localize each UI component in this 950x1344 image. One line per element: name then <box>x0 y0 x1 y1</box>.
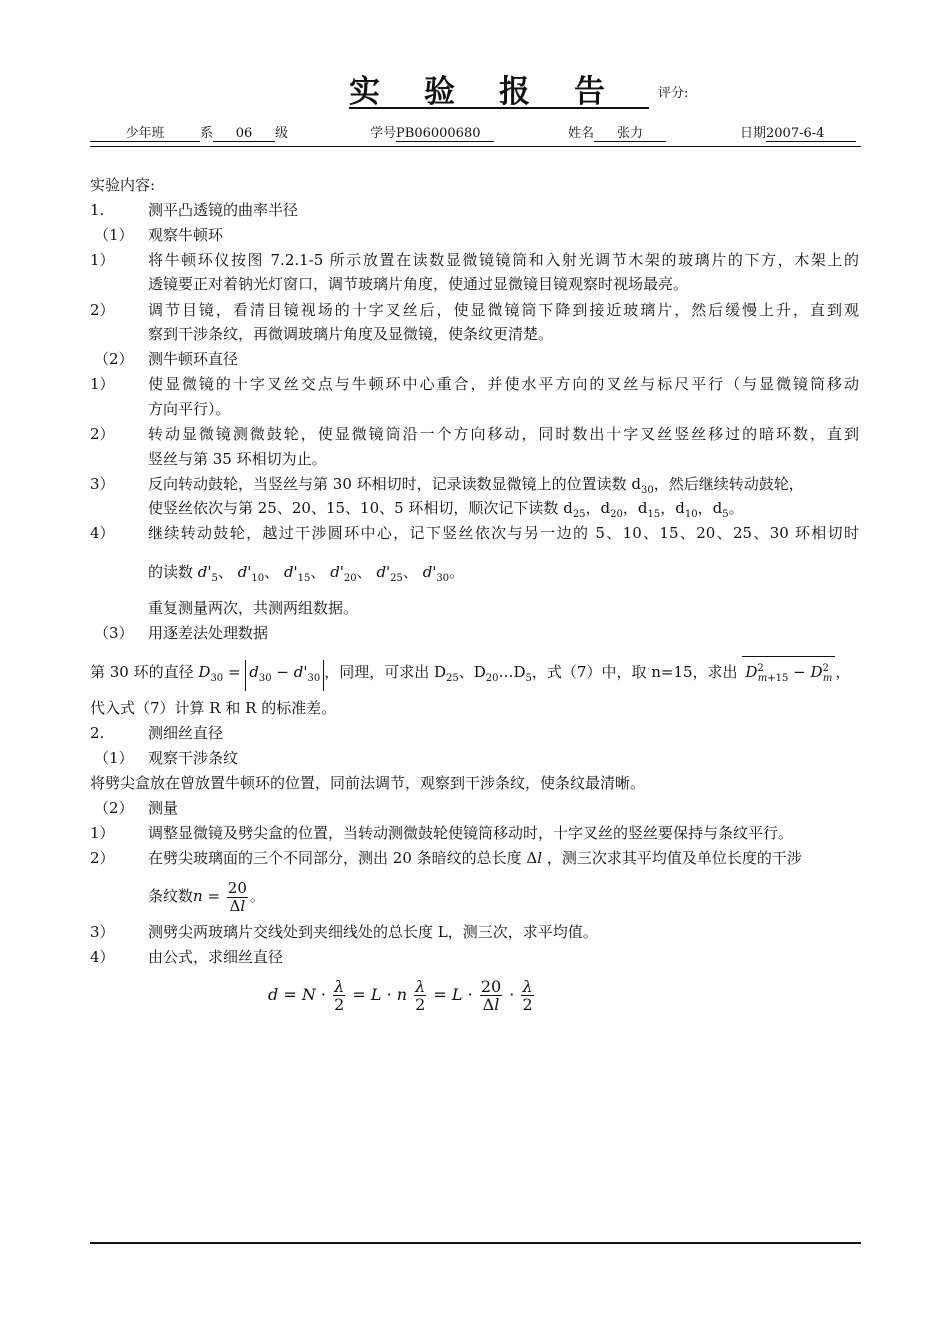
id-label: 学号 <box>370 126 397 141</box>
s1-1-item1-line2: 透镜要正对着钠光灯窗口，调节玻璃片角度，使通过显微镜目镜观察时视场最亮。 <box>148 275 689 293</box>
dprime-sub: 15 <box>297 573 311 584</box>
d-sub: 5 <box>722 509 729 520</box>
s1-1-item1-line1: 将牛顿环仪按图 7.2.1-5 所示放置在读数显微镜镜筒和入射光调节木架的玻璃片的下方，木架上的 <box>148 251 859 269</box>
d30-subscript: 30 <box>641 485 654 496</box>
s1-1-title: 观察牛顿环 <box>148 226 224 244</box>
repeat-note: 重复测量两次，共测两组数据。 <box>148 599 359 617</box>
dept-label: 系 <box>200 126 214 141</box>
s2-2-item3: 测劈尖两玻璃片交线处到夹细线处的总长度 L，测三次，求平均值。 <box>148 923 598 941</box>
name-label: 姓名 <box>568 126 595 141</box>
abs-difference: $d_{30} - d'_{30}$ <box>245 660 324 691</box>
s1-2-item3-line1-a: 反向转动鼓轮，当竖丝与第 30 环相切时，记录读数显微镜上的位置读数 d <box>148 475 641 493</box>
s2-1-title: 观察干涉条纹 <box>148 749 239 767</box>
diameter-text-b: ，同理，可求出 D <box>324 663 446 681</box>
s1-2-item3-line1-c: ，然后继续转动鼓轮， <box>653 475 804 493</box>
s1-2-item3-line2: 使竖丝依次与第 25、20、15、10、5 环相切，顺次记下读数 $d_{25}$，$d_{20}$，$d_{15}$，$d_{10}$，$d_5$。 <box>148 499 744 520</box>
lambda-over-2: $\frac{\lambda}{2}$ <box>522 977 533 1014</box>
s2-2-number: （2） <box>94 799 134 817</box>
id-value: PB06000680 <box>396 126 494 142</box>
s2-2-item4: 由公式，求细丝直径 <box>148 948 284 966</box>
s1-2-number: （2） <box>94 350 134 368</box>
s2-2-item4-number: 4） <box>90 948 115 966</box>
dept-value: 06 <box>213 126 275 142</box>
s1-title: 测平凸透镜的曲率半径 <box>148 201 299 219</box>
footer-rule <box>90 1242 861 1244</box>
d-sub: 15 <box>647 509 661 520</box>
s1-1-item2-number: 2） <box>90 301 115 319</box>
s1-2-item3-line2-a: 使竖丝依次与第 25、20、15、10、5 环相切，顺次记下读数 d <box>148 499 573 517</box>
s1-1-number: （1） <box>94 226 134 244</box>
student-id-field <box>370 122 494 142</box>
name-field <box>568 122 666 142</box>
dprime-sub: 20 <box>343 573 357 584</box>
wire-diameter-formula: d = N · $\frac{\lambda}{2}$ = L · n $\frac{\lambda}{2}$ = L · $\frac{20}{\Delta l}$ · $\frac{\lambda}{2}$ <box>268 977 533 1014</box>
s1-2-item4-line2: 的读数 $d'_5$、 $d'_{10}$、 $d'_{15}$、 $d'_{20}$、 $d'_{25}$、 $d'_{30}$。 <box>148 563 465 584</box>
s1-3-number: （3） <box>94 624 134 642</box>
s1-number: 1. <box>90 201 105 219</box>
date-value: 2007-6-4 <box>766 126 856 142</box>
s1-2-item2-line2: 竖丝与第 35 环相切为止。 <box>148 450 327 468</box>
s1-2-item1-number: 1） <box>90 375 115 393</box>
date-field <box>740 122 856 142</box>
diameter-text-d: …D <box>498 663 526 681</box>
s1-2-item1-line1: 使显微镜的十字叉丝交点与牛顿环中心重合，并使水平方向的叉丝与标尺平行（与显微镜筒移动 <box>148 375 859 393</box>
class-field <box>90 122 288 142</box>
section-heading: 实验内容: <box>90 176 156 194</box>
s2-2-title: 测量 <box>148 799 179 817</box>
substitute-line: 代入式（7）计算 R 和 R 的标准差。 <box>90 699 337 717</box>
s1-2-title: 测牛顿环直径 <box>148 350 239 368</box>
diameter-intro: 第 30 环的直径 <box>90 663 194 681</box>
s1-3-title: 用逐差法处理数据 <box>148 624 269 642</box>
s1-2-item4-number: 4） <box>90 524 115 542</box>
s1-2-item3-line1 <box>148 474 804 501</box>
diameter-text-e: ，式（7）中，取 n=15，求出 <box>531 663 738 681</box>
dprime-sub: 30 <box>436 573 450 584</box>
name-value: 张力 <box>594 126 666 142</box>
header-rule <box>90 146 861 147</box>
s2-2-item2-line1-a: 在劈尖玻璃面的三个不同部分，测出 20 条暗纹的总长度 <box>148 849 522 867</box>
s2-2-item1: 调整显微镜及劈尖盒的位置，当转动测微鼓轮使镜筒移动时，十字叉丝的竖丝要保持与条纹平行。 <box>148 824 794 842</box>
s2-2-item3-number: 3） <box>90 923 115 941</box>
s1-2-item3-number: 3） <box>90 475 115 493</box>
date-label: 日期 <box>740 126 767 141</box>
diameter-formula-line: 第 30 环的直径 $D_{30} = d_{30} - d'_{30}$ ，同理，可求出 $D_{25}$、$D_{20}\dots D_5$，式（7）中，取 n=15，求出 $D^2_{m+15} - D^2_m$ ， <box>90 656 850 693</box>
twenty-over-delta-l: $\frac{20}{\Delta l}$ <box>480 977 502 1014</box>
dprime-sub: 10 <box>251 573 265 584</box>
grade-label: 级 <box>275 126 289 141</box>
report-title: 实验报告 <box>349 74 649 110</box>
s1-1-item1-number: 1） <box>90 251 115 269</box>
d-sub: 10 <box>684 509 698 520</box>
d-sub: 20 <box>610 509 623 520</box>
s2-2-item2-line1-b: ，测三次求其平均值及单位长度的干涉 <box>546 849 802 867</box>
s2-2-item2-line2: 条纹数n = $\frac{20}{\Delta l}$ 。 <box>148 878 265 915</box>
s1-1-item2-line2: 察到干涉条纹，再微调玻璃片角度及显微镜，使条纹更清楚。 <box>148 325 554 343</box>
s2-title: 测细丝直径 <box>148 724 224 742</box>
s1-2-item2-number: 2） <box>90 425 115 443</box>
s1-2-item2-line1: 转动显微镜测微鼓轮，使显微镜筒沿一个方向移动，同时数出十字叉丝竖丝移过的暗环数，直到 <box>148 425 859 443</box>
dprime-sub: 5 <box>211 573 218 584</box>
class-name: 少年班 <box>90 126 200 142</box>
fringe-density-fraction: $\frac{20}{\Delta l}$ <box>227 878 247 915</box>
s2-1-number: （1） <box>94 749 134 767</box>
s2-number: 2. <box>90 724 105 742</box>
mean-squared-diff: $D^2_{m+15} - D^2_m$ <box>742 656 835 691</box>
s1-1-item2-line1: 调节目镜，看清目镜视场的十字叉丝后，使显微镜筒下降到接近玻璃片，然后缓慢上升，直到观 <box>148 301 859 319</box>
s1-2-item1-line2: 方向平行）。 <box>148 400 231 418</box>
diameter-text-c: 、D <box>458 663 486 681</box>
fringe-count-label: 条纹数 <box>148 887 194 905</box>
dprime-sub: 25 <box>390 573 403 584</box>
s2-2-item2-line1: 在劈尖玻璃面的三个不同部分，测出 20 条暗纹的总长度 Δl ，测三次求其平均值及单位长度的干涉 <box>148 849 802 867</box>
s2-2-item1-number: 1） <box>90 824 115 842</box>
lambda-over-2: $\frac{\lambda}{2}$ <box>415 977 426 1014</box>
s2-1-text: 将劈尖盒放在曾放置牛顿环的位置，同前法调节，观察到干涉条纹，使条纹最清晰。 <box>90 774 646 792</box>
score-label: 评分: <box>658 86 689 101</box>
d-sub: 25 <box>572 509 586 520</box>
s2-2-item2-number: 2） <box>90 849 115 867</box>
lambda-over-2: $\frac{\lambda}{2}$ <box>334 977 345 1014</box>
readings-label: 的读数 <box>148 563 194 581</box>
s1-2-item4-line1: 继续转动鼓轮，越过干涉圆环中心，记下竖丝依次与另一边的 5、10、15、20、25、30 环相切时 <box>148 524 859 542</box>
